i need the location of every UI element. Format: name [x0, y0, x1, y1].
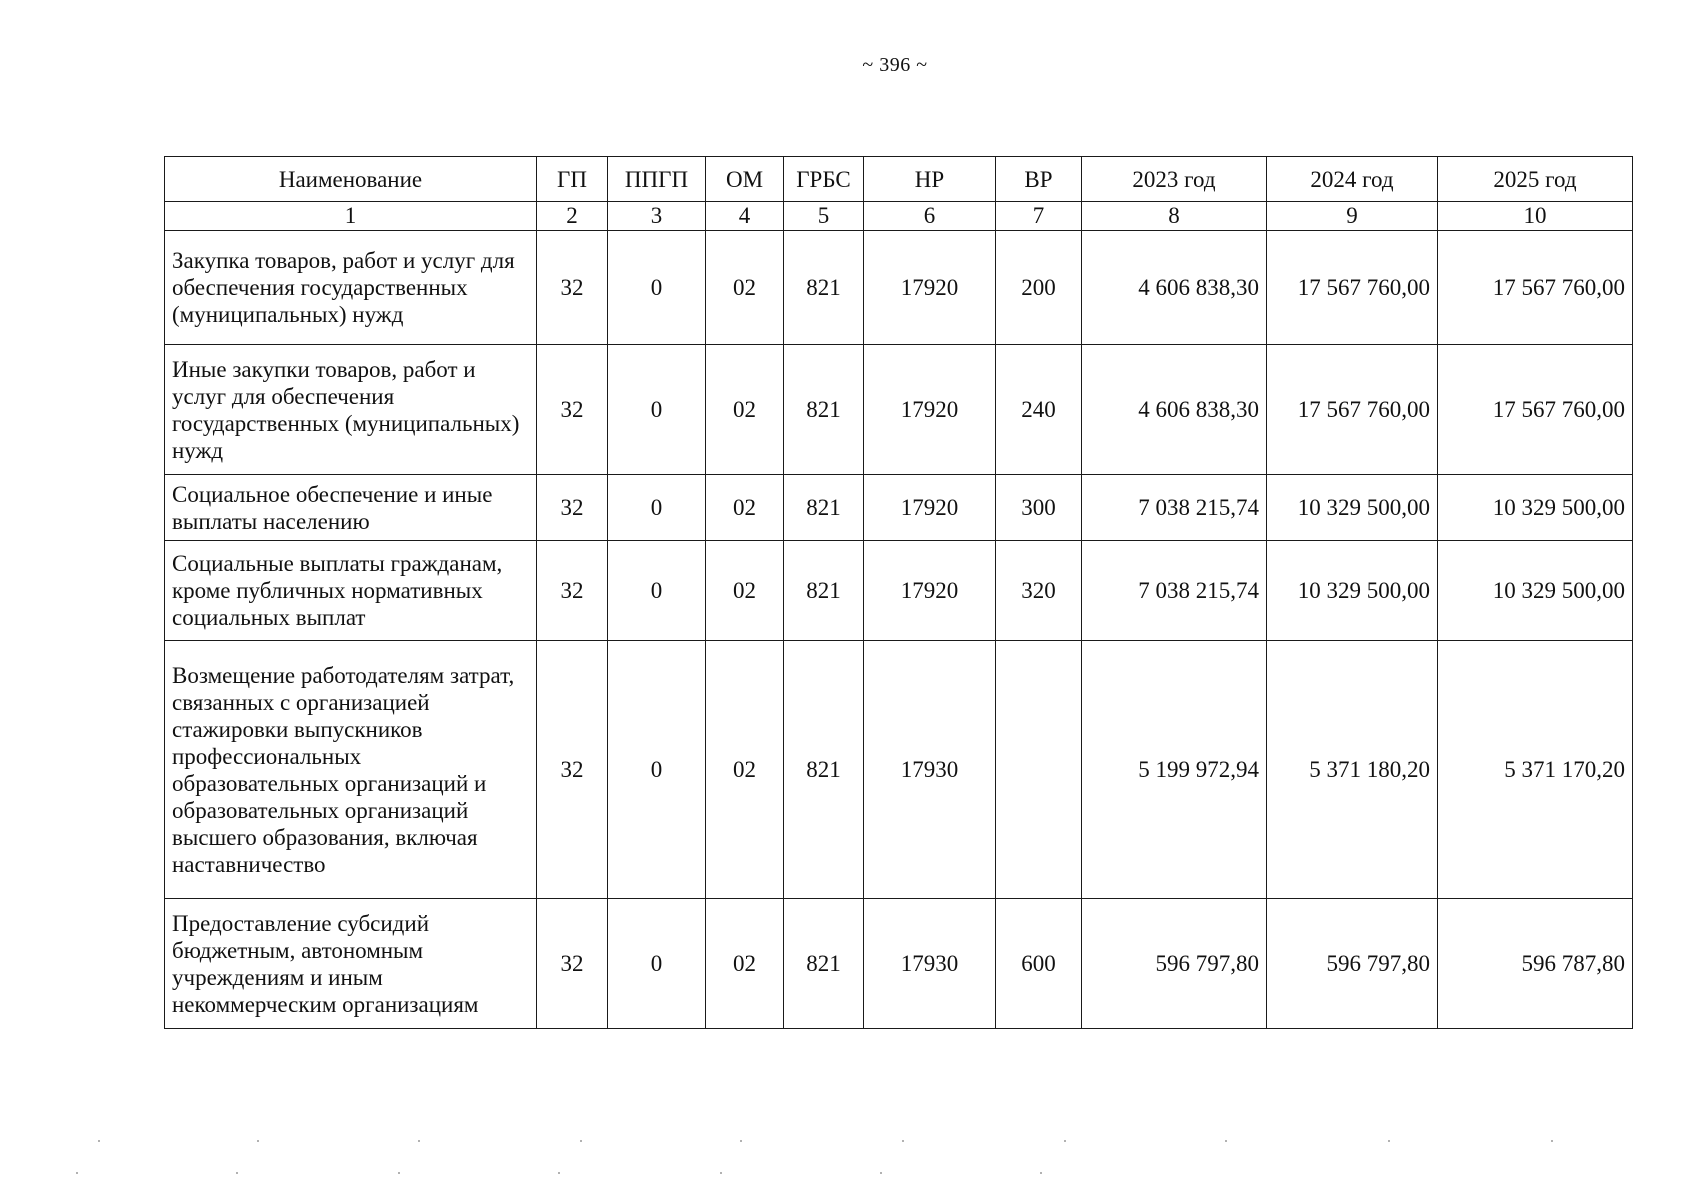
- amount-2023-cell: 7 038 215,74: [1082, 541, 1267, 641]
- table-row: [165, 231, 1633, 345]
- scan-speck: [902, 1140, 904, 1142]
- nr-cell: 17930: [864, 641, 996, 899]
- header-2023: 2023 год: [1082, 157, 1267, 202]
- vr-cell: [996, 641, 1082, 899]
- row-name-cell: Иные закупки товаров, работ и услуг для обеспечения государственных (муниципальных) нужд: [165, 345, 537, 475]
- column-number: 5: [784, 202, 864, 231]
- column-number: 1: [165, 202, 537, 231]
- grbs-cell: 821: [784, 641, 864, 899]
- scan-speck: [418, 1140, 420, 1142]
- header-ppgp: ППГП: [608, 157, 706, 202]
- table-header-row: [165, 157, 1633, 202]
- ppgp-cell: 0: [608, 899, 706, 1029]
- table-row: [165, 541, 1633, 641]
- grbs-cell: 821: [784, 231, 864, 345]
- header-om: ОМ: [706, 157, 784, 202]
- vr-cell: 320: [996, 541, 1082, 641]
- nr-cell: 17920: [864, 475, 996, 541]
- scan-speck: [76, 1172, 78, 1174]
- column-number: 3: [608, 202, 706, 231]
- gp-cell: 32: [537, 345, 608, 475]
- gp-cell: 32: [537, 641, 608, 899]
- row-name-cell: Социальное обеспечение и иные выплаты населению: [165, 475, 537, 541]
- scan-speck: [1040, 1172, 1042, 1174]
- row-name-cell: Закупка товаров, работ и услуг для обеспечения государственных (муниципальных) нужд: [165, 231, 537, 345]
- header-2024: 2024 год: [1267, 157, 1438, 202]
- gp-cell: 32: [537, 541, 608, 641]
- amount-2025-cell: 17 567 760,00: [1438, 231, 1633, 345]
- column-number: 4: [706, 202, 784, 231]
- grbs-cell: 821: [784, 345, 864, 475]
- vr-cell: 200: [996, 231, 1082, 345]
- scan-speck: [398, 1172, 400, 1174]
- header-vr: ВР: [996, 157, 1082, 202]
- om-cell: 02: [706, 641, 784, 899]
- scan-speck: [880, 1172, 882, 1174]
- budget-table: [164, 156, 1633, 1029]
- ppgp-cell: 0: [608, 641, 706, 899]
- vr-cell: 240: [996, 345, 1082, 475]
- nr-cell: 17930: [864, 899, 996, 1029]
- scan-speck: [580, 1140, 582, 1142]
- amount-2024-cell: 17 567 760,00: [1267, 231, 1438, 345]
- ppgp-cell: 0: [608, 345, 706, 475]
- amount-2025-cell: 10 329 500,00: [1438, 541, 1633, 641]
- column-number: 10: [1438, 202, 1633, 231]
- header-grbs: ГРБС: [784, 157, 864, 202]
- om-cell: 02: [706, 541, 784, 641]
- amount-2025-cell: 596 787,80: [1438, 899, 1633, 1029]
- om-cell: 02: [706, 899, 784, 1029]
- amount-2024-cell: 596 797,80: [1267, 899, 1438, 1029]
- header-name: Наименование: [165, 157, 537, 202]
- table-row: [165, 641, 1633, 899]
- ppgp-cell: 0: [608, 475, 706, 541]
- amount-2024-cell: 10 329 500,00: [1267, 541, 1438, 641]
- nr-cell: 17920: [864, 345, 996, 475]
- column-number: 9: [1267, 202, 1438, 231]
- amount-2023-cell: 4 606 838,30: [1082, 231, 1267, 345]
- column-number: 8: [1082, 202, 1267, 231]
- row-name-cell: Социальные выплаты гражданам, кроме публичных нормативных социальных выплат: [165, 541, 537, 641]
- scan-speck: [1551, 1140, 1553, 1142]
- grbs-cell: 821: [784, 475, 864, 541]
- column-number: 6: [864, 202, 996, 231]
- table-row: [165, 475, 1633, 541]
- gp-cell: 32: [537, 475, 608, 541]
- vr-cell: 300: [996, 475, 1082, 541]
- scan-speck: [1225, 1140, 1227, 1142]
- vr-cell: 600: [996, 899, 1082, 1029]
- header-2025: 2025 год: [1438, 157, 1633, 202]
- om-cell: 02: [706, 475, 784, 541]
- amount-2023-cell: 5 199 972,94: [1082, 641, 1267, 899]
- scan-speck: [720, 1172, 722, 1174]
- amount-2023-cell: 4 606 838,30: [1082, 345, 1267, 475]
- row-name-cell: Возмещение работодателям затрат, связанных с организацией стажировки выпускников профессиональных образовательных организаций и образовательных организаций высшего образования, включая наставничество: [165, 641, 537, 899]
- scan-speck: [236, 1172, 238, 1174]
- scan-speck: [740, 1140, 742, 1142]
- nr-cell: 17920: [864, 541, 996, 641]
- amount-2024-cell: 17 567 760,00: [1267, 345, 1438, 475]
- table-row: [165, 345, 1633, 475]
- amount-2023-cell: 7 038 215,74: [1082, 475, 1267, 541]
- ppgp-cell: 0: [608, 541, 706, 641]
- gp-cell: 32: [537, 231, 608, 345]
- page-number: ~ 396 ~: [862, 54, 928, 76]
- gp-cell: 32: [537, 899, 608, 1029]
- om-cell: 02: [706, 231, 784, 345]
- om-cell: 02: [706, 345, 784, 475]
- header-gp: ГП: [537, 157, 608, 202]
- scan-speck: [1064, 1140, 1066, 1142]
- scan-speck: [558, 1172, 560, 1174]
- column-number-row: [165, 202, 1633, 231]
- amount-2025-cell: 10 329 500,00: [1438, 475, 1633, 541]
- grbs-cell: 821: [784, 899, 864, 1029]
- column-number: 2: [537, 202, 608, 231]
- amount-2024-cell: 10 329 500,00: [1267, 475, 1438, 541]
- column-number: 7: [996, 202, 1082, 231]
- amount-2025-cell: 5 371 170,20: [1438, 641, 1633, 899]
- scan-speck: [257, 1140, 259, 1142]
- row-name-cell: Предоставление субсидий бюджетным, автономным учреждениям и иным некоммерческим организациям: [165, 899, 537, 1029]
- nr-cell: 17920: [864, 231, 996, 345]
- scan-speck: [1388, 1140, 1390, 1142]
- ppgp-cell: 0: [608, 231, 706, 345]
- grbs-cell: 821: [784, 541, 864, 641]
- amount-2024-cell: 5 371 180,20: [1267, 641, 1438, 899]
- table-row: [165, 899, 1633, 1029]
- header-nr: НР: [864, 157, 996, 202]
- amount-2023-cell: 596 797,80: [1082, 899, 1267, 1029]
- amount-2025-cell: 17 567 760,00: [1438, 345, 1633, 475]
- scan-speck: [98, 1140, 100, 1142]
